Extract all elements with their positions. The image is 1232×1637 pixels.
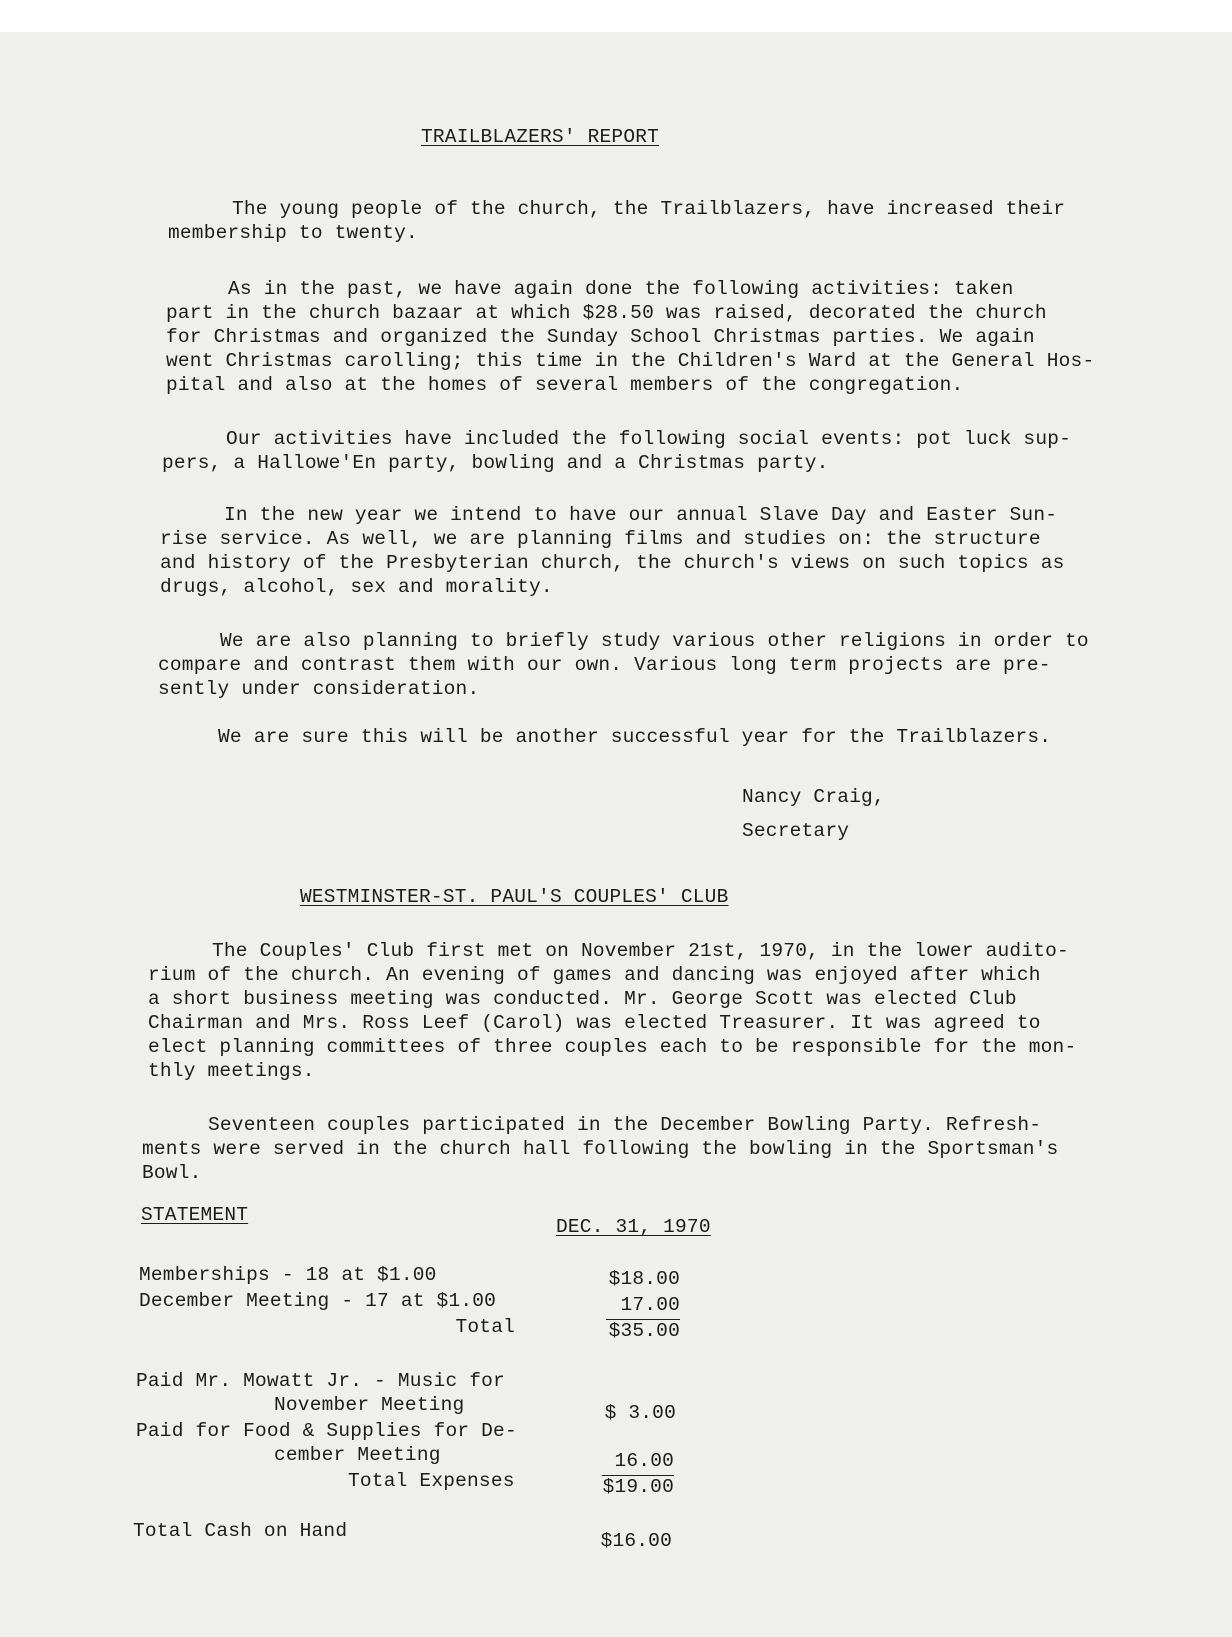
statement-heading: STATEMENT <box>141 1204 249 1226</box>
total-amount: $35.00 <box>608 1320 680 1342</box>
music-amount: $ 3.00 <box>604 1402 676 1424</box>
trailblazers-p2-line: As in the past, we have again done the following activities: taken <box>228 278 1014 300</box>
trailblazers-p5-line: compare and contrast them with our own. Various long term projects are pre- <box>158 654 1051 676</box>
couples-club-p2-line: Bowl. <box>142 1162 202 1184</box>
trailblazers-p3-line: pers, a Hallowe'En party, bowling and a Christmas party. <box>162 452 829 474</box>
december-meeting-label: December Meeting - 17 at $1.00 <box>139 1290 497 1312</box>
trailblazers-p4-line: drugs, alcohol, sex and morality. <box>160 576 553 598</box>
trailblazers-p2-line: for Christmas and organized the Sunday School Christmas parties. We again <box>166 326 1035 348</box>
food-label: Paid for Food & Supplies for De- <box>136 1420 517 1442</box>
total-label: Total <box>455 1316 515 1338</box>
couples-club-p1-line: The Couples' Club first met on November 21st, 1970, in the lower audito- <box>212 940 1069 962</box>
total-expenses-amount: $19.00 <box>602 1476 674 1498</box>
food-amount: 16.00 <box>614 1450 674 1472</box>
december-meeting-amount: 17.00 <box>620 1294 680 1316</box>
cash-on-hand-label: Total Cash on Hand <box>133 1520 348 1542</box>
music-label: Paid Mr. Mowatt Jr. - Music for <box>136 1370 505 1392</box>
couples-club-p1-line: a short business meeting was conducted. Mr. George Scott was elected Club <box>148 988 1017 1010</box>
trailblazers-title: TRAILBLAZERS' REPORT <box>421 126 660 148</box>
couples-club-p1-line: elect planning committees of three couples each to be responsible for the mon- <box>148 1036 1077 1058</box>
signature-title: Secretary <box>742 820 850 842</box>
memberships-label: Memberships - 18 at $1.00 <box>139 1264 437 1286</box>
trailblazers-p1-line: The young people of the church, the Trailblazers, have increased their <box>232 198 1066 220</box>
music-label-continued: November Meeting <box>274 1394 465 1416</box>
couples-club-p2-line: ments were served in the church hall following the bowling in the Sportsman's <box>142 1138 1059 1160</box>
cash-on-hand-amount: $16.00 <box>600 1530 672 1552</box>
couples-club-p1-line: rium of the church. An evening of games and dancing was enjoyed after which <box>148 964 1041 986</box>
trailblazers-p5-line: We are also planning to briefly study various other religions in order to <box>220 630 1089 652</box>
trailblazers-p4-line: In the new year we intend to have our annual Slave Day and Easter Sun- <box>224 504 1058 526</box>
trailblazers-p2-line: went Christmas carolling; this time in the Children's Ward at the General Hos- <box>166 350 1095 372</box>
trailblazers-p5-line: sently under consideration. <box>158 678 480 700</box>
signature-name: Nancy Craig, <box>742 786 885 808</box>
total-expenses-label: Total Expenses <box>348 1470 515 1492</box>
couples-club-p2-line: Seventeen couples participated in the December Bowling Party. Refresh- <box>208 1114 1042 1136</box>
memberships-amount: $18.00 <box>608 1268 680 1290</box>
couples-club-p1-line: thly meetings. <box>148 1060 315 1082</box>
statement-date: DEC. 31, 1970 <box>556 1216 711 1238</box>
couples-club-p1-line: Chairman and Mrs. Ross Leef (Carol) was elected Treasurer. It was agreed to <box>148 1012 1041 1034</box>
couples-club-title: WESTMINSTER-ST. PAUL'S COUPLES' CLUB <box>300 886 729 908</box>
document-page <box>0 32 1232 1637</box>
trailblazers-p6-line: We are sure this will be another successful year for the Trailblazers. <box>218 726 1052 748</box>
trailblazers-p4-line: and history of the Presbyterian church, the church's views on such topics as <box>160 552 1065 574</box>
trailblazers-p2-line: pital and also at the homes of several members of the congregation. <box>166 374 964 396</box>
trailblazers-p2-line: part in the church bazaar at which $28.50 was raised, decorated the church <box>166 302 1047 324</box>
food-label-continued: cember Meeting <box>274 1444 441 1466</box>
trailblazers-p4-line: rise service. As well, we are planning films and studies on: the structure <box>160 528 1041 550</box>
trailblazers-p1-line: membership to twenty. <box>168 222 418 244</box>
trailblazers-p3-line: Our activities have included the following social events: pot luck sup- <box>226 428 1072 450</box>
